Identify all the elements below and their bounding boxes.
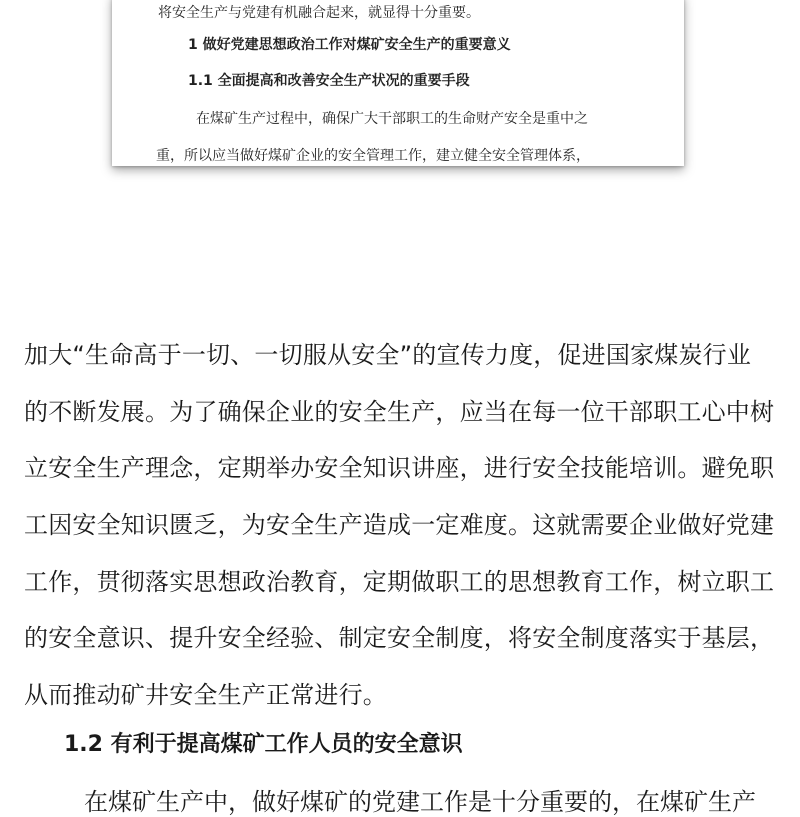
body-line: 从而推动矿井安全生产正常进行。: [24, 681, 387, 710]
body-line: 工作，贯彻落实思想政治教育，定期做职工的思想教育工作，树立职工: [24, 567, 775, 596]
body-line: 的不断发展。为了确保企业的安全生产，应当在每一位干部职工心中树: [24, 397, 775, 426]
body-line: 的安全意识、提升安全经验、制定安全制度，将安全制度落实于基层，: [24, 624, 775, 653]
preview-paragraph-line: 将安全生产与党建有机融合起来，就显得十分重要。: [158, 5, 480, 21]
section-heading: 1.2 有利于提高煤矿工作人员的安全意识: [64, 732, 463, 757]
body-line-partial: 在煤矿生产中，做好煤矿的党建工作是十分重要的，在煤矿生产: [84, 788, 756, 816]
preview-paragraph-line: 重，所以应当做好煤矿企业的安全管理工作，建立健全安全管理体系，: [156, 148, 590, 164]
document-preview-card: [112, 0, 684, 166]
body-line: 工因安全知识匮乏，为安全生产造成一定难度。这就需要企业做好党建: [24, 511, 775, 540]
preview-section-heading: 1 做好党建思想政治工作对煤矿安全生产的重要意义: [188, 37, 511, 53]
body-line: 加大“生命高于一切、一切服从安全”的宣传力度，促进国家煤炭行业: [24, 341, 752, 369]
body-line: 立安全生产理念，定期举办安全知识讲座，进行安全技能培训。避免职: [24, 454, 775, 483]
preview-subsection-heading: 1.1 全面提高和改善安全生产状况的重要手段: [188, 73, 470, 89]
preview-paragraph-line: 在煤矿生产过程中，确保广大干部职工的生命财产安全是重中之: [196, 111, 588, 127]
document-body: [24, 327, 784, 724]
